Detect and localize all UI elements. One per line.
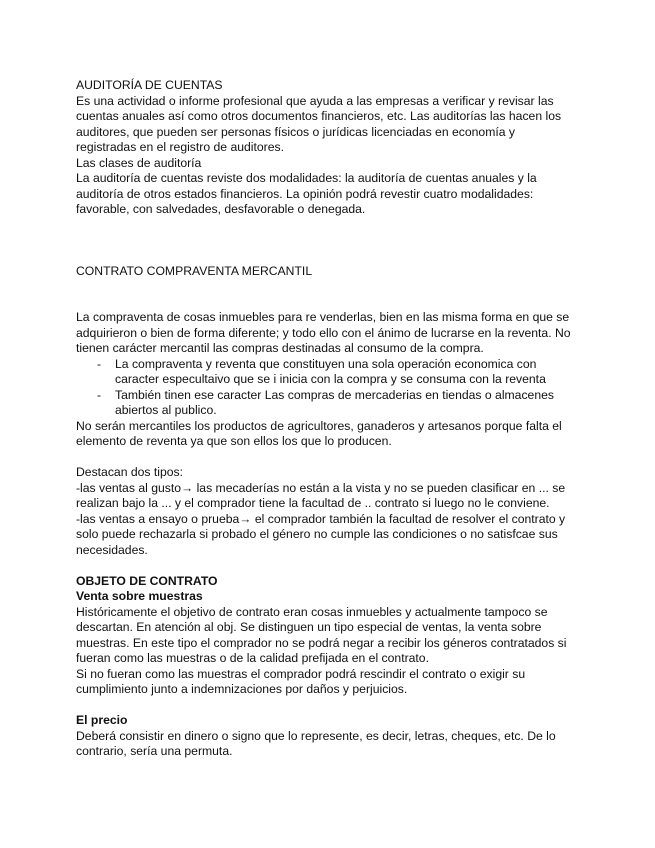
list-item-text: También tinen ese caracter Las compras de mercaderias en tiendas o almacenes abiertos al publico. xyxy=(115,387,554,417)
contract-type-2-paragraph: -las ventas a ensayo o prueba→ el comprador también la facultad de resolver el contrato y solo puede rechazarla si probado el género no cumple las condiciones o no satisfcae sus necesidades. xyxy=(76,511,566,557)
audit-intro-paragraph: Es una actividad o informe profesional que ayuda a las empresas a verificar y revisar las cuentas anuales así como otros documentos financieros, etc. Las auditorías las hacen los auditores, que pueden ser personas físicos o jurídicas licenciadas en economía y registradas en el registro de auditores. xyxy=(76,93,562,154)
spacer xyxy=(76,450,576,466)
list-item-text: La compraventa y reventa que constituyen una sola operación economica con caracter especultaivo que se i inicia con la compra y se consuma con la reventa xyxy=(115,356,546,386)
contract-heading: CONTRATO COMPRAVENTA MERCANTIL xyxy=(76,263,313,278)
spacer xyxy=(76,698,576,714)
contract-types-heading: Destacan dos tipos: xyxy=(76,465,184,479)
samples-paragraph-1: Históricamente el objetivo de contrato eran cosas inmuebles y actualmente tampoco se descartan. En atención al obj. Se distinguen un tipo especial de ventas, la venta sobre muestras. En este tipo el comprador no se podrá negar a recibir los géneros contratados si fueran como las muestras o de la calidad prefijada en el contrato. xyxy=(76,604,567,665)
price-heading: El precio xyxy=(76,713,128,727)
audit-heading: AUDITORÍA DE CUENTAS xyxy=(76,78,223,92)
dash-bullet: - xyxy=(97,387,102,402)
object-heading: OBJETO DE CONTRATO xyxy=(76,573,218,588)
spacer xyxy=(76,558,576,574)
list-item xyxy=(76,357,576,388)
price-paragraph: Deberá consistir en dinero o signo que lo represente, es decir, letras, cheques, etc. De lo contrario, sería una permuta. xyxy=(76,728,556,758)
samples-paragraph-2: Si no fueran como las muestras el comprador podrá rescindir el contrato o exigir su cumplimiento junto a indemnizaciones por daños y perjuicios. xyxy=(76,666,526,696)
document-page xyxy=(76,78,576,760)
spacer xyxy=(76,279,576,310)
audit-classes-subheading: Las clases de auditoría xyxy=(76,155,202,170)
contract-intro-paragraph: La compraventa de cosas inmuebles para re venderlas, bien en las misma forma en que se adquirieron o bien de forma diferente; y todo ello con el ánimo de lucrarse en la reventa. No tienen carácter mercantil las compras destinadas al consumo de la compra. xyxy=(76,310,571,355)
contract-type-1-paragraph: -las ventas al gusto→ las mecaderías no están a la vista y no se pueden clasificar en ... se realizan bajo la ... y el comprador tiene la facultad de .. contrato si luego no le conviene. xyxy=(76,480,566,510)
list-item xyxy=(76,388,576,419)
dash-bullet: - xyxy=(97,356,102,371)
contract-bullet-list xyxy=(76,357,576,419)
audit-classes-paragraph: La auditoría de cuentas reviste dos modalidades: la auditoría de cuentas anuales y la auditoría de otros estados financieros. La opinión podrá revestir cuatro modalidades: favorable, con salvedades, desfavorable o denegada. xyxy=(76,171,537,216)
spacer xyxy=(76,218,576,264)
contract-exclusions-paragraph: No serán mercantiles los productos de agricultores, ganaderos y artesanos porque falta el elemento de reventa ya que son ellos los que lo producen. xyxy=(76,418,562,448)
samples-subheading: Venta sobre muestras xyxy=(76,589,203,603)
